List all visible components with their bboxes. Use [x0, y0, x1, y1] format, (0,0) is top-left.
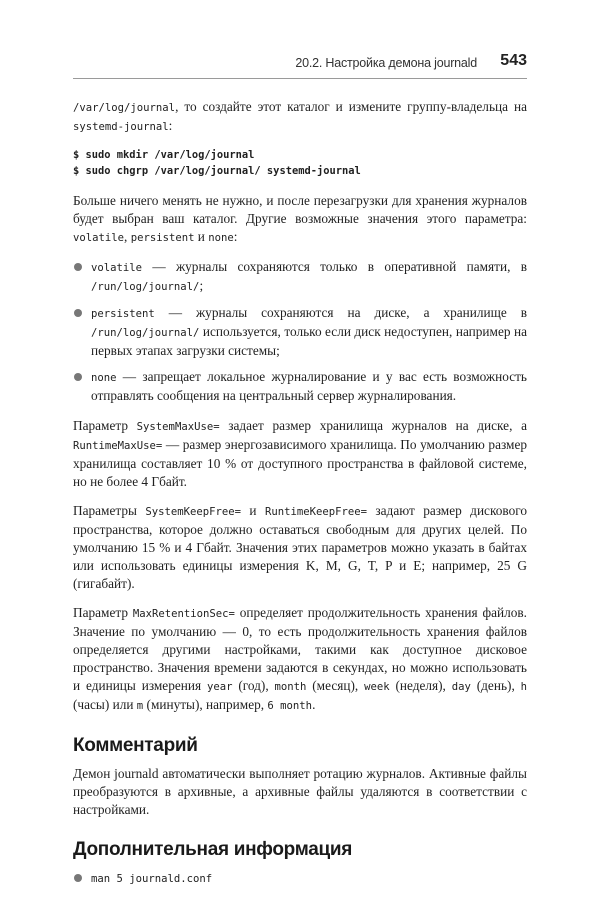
- group-name: systemd-journal: [73, 121, 169, 133]
- intro-paragraph: /var/log/journal, то создайте этот каталог и измените группу-владельца на systemd-journal:: [73, 99, 527, 133]
- list-item: none — запрещает локальное журналирование и у вас есть возможность отправлять сообщения на центральный сервер журналирования.: [73, 368, 527, 405]
- retention-paragraph: Параметр MaxRetentionSec= определяет продолжительность хранения файлов. Значение по умолчанию — 0, то есть продолжительность хранения файлов определяется другими настройками, такими как доступное дисковое пространство. Значения времени задаются в секундах, но можно использовать и единицы измерения year (год), month (месяц), week (неделя), day (день), h (часы) или m (минуты), например, 6 month.: [73, 605, 528, 712]
- more-info-heading: Дополнительная информация: [73, 839, 353, 860]
- bullet-icon: [74, 309, 82, 317]
- more-info-list: [73, 869, 527, 888]
- page-body: [73, 98, 527, 900]
- page-number: 543: [500, 52, 527, 69]
- storage-paragraph: Больше ничего менять не нужно, и после перезагрузки для хранения журналов будет выбран ваш каталог. Другие возможные значения этого параметра: volatile, persistent и none:: [73, 193, 527, 244]
- comment-paragraph: Демон journald автоматически выполняет ротацию журналов. Активные файлы преобразуются в архивные, а архивные файлы удаляются в соответствии с настройками.: [73, 766, 527, 817]
- maxuse-paragraph: Параметр SystemMaxUse= задает размер хранилища журналов на диске, а RuntimeMaxUse= — размер энергозависимого хранилища. По умолчанию размер хранилища составляет 10 % от доступного пространства в файловой системе, но не более 4 Гбайт.: [73, 418, 527, 489]
- section-title: 20.2. Настройка демона journald: [295, 56, 477, 70]
- comment-heading: Комментарий: [73, 735, 198, 756]
- list-item: volatile — журналы сохраняются только в оперативной памяти, в /run/log/journal/;: [73, 258, 527, 296]
- code-block: [73, 147, 527, 179]
- list-item: [73, 869, 527, 888]
- keepfree-paragraph: Параметры SystemKeepFree= и RuntimeKeepFree= задают размер дискового пространства, которое должно оставаться свободным для других целей. По умолчанию 15 % и 4 Гбайт. Значения этих параметров можно указать в байтах или использовать единицы измерения K, M, G, T, P и E; например, 25 G (гигабайт).: [73, 503, 527, 591]
- storage-options-list: [73, 258, 527, 405]
- code-line: $ sudo chgrp /var/log/journal/ systemd-journal: [73, 165, 361, 177]
- list-item: persistent — журналы сохраняются на диске, а хранилище в /run/log/journal/ используется, только если диск недоступен, например на первых этапах загрузки системы;: [73, 304, 527, 360]
- man-page-ref: man 5 journald.conf: [91, 873, 213, 885]
- code-line: $ sudo mkdir /var/log/journal: [73, 149, 255, 161]
- bullet-icon: [74, 263, 82, 271]
- journal-path: /var/log/journal: [73, 102, 176, 114]
- running-header: [73, 48, 527, 79]
- bullet-icon: [74, 874, 82, 882]
- bullet-icon: [74, 373, 82, 381]
